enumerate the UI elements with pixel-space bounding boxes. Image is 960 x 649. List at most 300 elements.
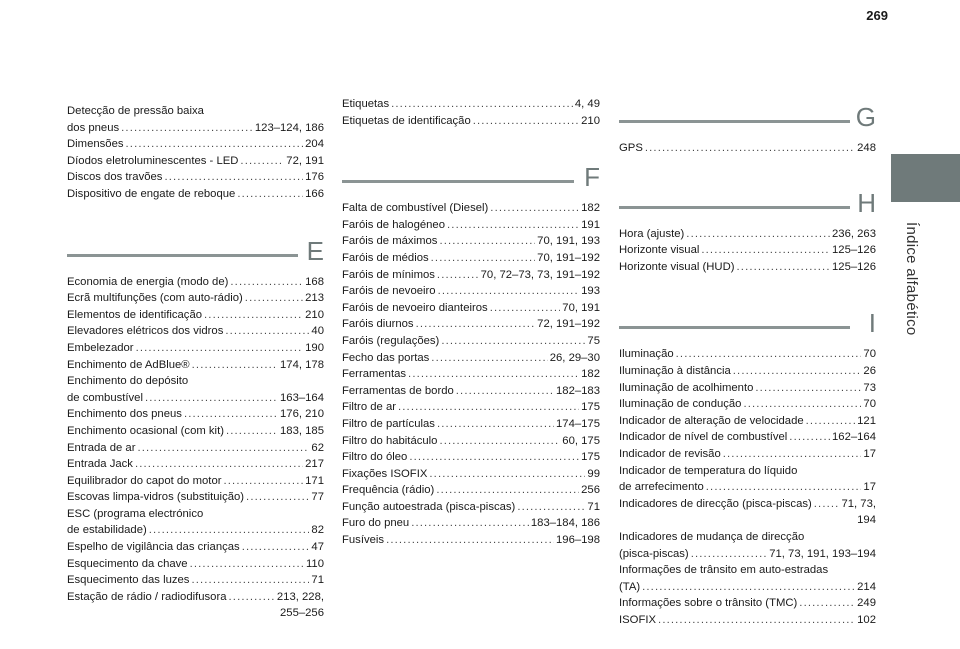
- entry-line: [619, 346, 876, 363]
- entry-pages: 217: [305, 458, 324, 471]
- entry-line: [342, 515, 600, 532]
- dot-leader: [431, 250, 536, 267]
- entry-pages: 72, 191: [286, 154, 324, 167]
- entry-line: [619, 595, 876, 612]
- index-column-3: [619, 96, 876, 628]
- entry-pages: 196–198: [556, 534, 600, 547]
- entry-line: [67, 456, 324, 473]
- entry-text-line: Enchimento do depósito: [67, 375, 189, 388]
- dot-leader: [191, 572, 309, 589]
- dot-leader: [408, 366, 579, 383]
- entry-pages: 191: [581, 218, 600, 231]
- entry-term: Etiquetas de identificação: [342, 114, 471, 127]
- index-entry: [342, 113, 600, 130]
- index-entry: [67, 186, 324, 203]
- index-entry: [342, 383, 600, 400]
- entry-pages: 40: [311, 325, 324, 338]
- entry-term: Estação de rádio / radiodifusora: [67, 590, 227, 603]
- index-entry: [67, 323, 324, 340]
- dot-leader: [245, 290, 303, 307]
- entry-line: [342, 316, 600, 333]
- entry-term: Iluminação de acolhimento: [619, 381, 754, 394]
- entry-line: [342, 350, 600, 367]
- entry-line: [342, 383, 600, 400]
- entry-line: [67, 120, 324, 137]
- index-entry: [342, 300, 600, 317]
- entry-line: [342, 283, 600, 300]
- entry-pages: 248: [857, 142, 876, 154]
- entry-term: Esquecimento das luzes: [67, 574, 190, 587]
- entry-term: Dispositivo de engate de reboque: [67, 187, 236, 200]
- entry-line: [619, 259, 876, 276]
- index-entry: [619, 429, 876, 446]
- section-letter: I: [868, 308, 876, 339]
- entry-term: Função autoestrada (pisca-piscas): [342, 500, 516, 513]
- entry-pages: 193: [581, 285, 600, 298]
- entry-pages: 60, 175: [562, 434, 600, 447]
- entry-pages: 71: [587, 500, 600, 513]
- entry-pages: 70, 191: [562, 301, 600, 314]
- section-letter: E: [306, 235, 324, 266]
- section-header-f: [342, 156, 600, 200]
- dot-leader: [447, 217, 579, 234]
- entry-term: Fusíveis: [342, 534, 385, 547]
- index-entry: [67, 489, 324, 506]
- dot-leader: [701, 242, 830, 259]
- entry-line: [619, 140, 876, 157]
- index-entry: [67, 423, 324, 440]
- dot-leader: [126, 136, 304, 153]
- index-column-2: [342, 96, 600, 549]
- entry-text-line: Informações de trânsito em auto-estradas: [619, 564, 829, 577]
- dot-leader: [192, 357, 278, 374]
- entry-line: [67, 589, 324, 606]
- entry-pages: 70, 191, 193: [537, 235, 600, 248]
- entry-pages: 166: [305, 187, 324, 200]
- entry-term: Enchimento ocasional (com kit): [67, 424, 224, 437]
- entry-text-line: Indicadores de mudança de direcção: [619, 530, 805, 543]
- dot-leader: [136, 340, 304, 357]
- section-rule: [619, 326, 850, 329]
- entry-term: Embelezador: [67, 341, 134, 354]
- entry-term: Iluminação à distância: [619, 364, 731, 377]
- entry-line: [619, 446, 876, 463]
- index-tab-marker: [891, 154, 960, 202]
- entry-pages: 214: [857, 580, 876, 593]
- index-entry: [342, 250, 600, 267]
- entry-pages: 26, 29–30: [549, 351, 600, 364]
- entry-pages: 175: [581, 401, 600, 414]
- entry-pages: 213, 228,: [276, 590, 324, 603]
- entry-line: [342, 96, 600, 113]
- section-letter: F: [584, 162, 600, 193]
- entry-pages: 168: [305, 275, 324, 288]
- index-entry: [619, 463, 876, 496]
- entry-pages: 70, 72–73, 73, 191–192: [480, 268, 600, 281]
- dot-leader: [135, 456, 303, 473]
- index-entry: [619, 496, 876, 529]
- index-entry: [342, 449, 600, 466]
- dot-leader: [204, 307, 303, 324]
- side-section-label: Índice alfabético: [903, 222, 920, 336]
- entry-line: [67, 169, 324, 186]
- entry-line: [619, 546, 876, 563]
- dot-leader: [456, 383, 554, 400]
- entry-pages: 71: [311, 574, 324, 587]
- index-entry: [619, 346, 876, 363]
- entry-pages: 71, 73,: [841, 497, 876, 510]
- entry-pages: 174–175: [556, 417, 600, 430]
- entry-text-line: Indicador de temperatura do líquido: [619, 464, 798, 477]
- index-entry: [67, 539, 324, 556]
- index-entry: [67, 290, 324, 307]
- dot-leader: [490, 300, 561, 317]
- entry-term: Equilibrador do capot do motor: [67, 474, 222, 487]
- dot-leader: [441, 333, 585, 350]
- entry-term: Faróis de médios: [342, 251, 429, 264]
- index-entry: [342, 499, 600, 516]
- index-entry: [342, 366, 600, 383]
- index-entry: [342, 217, 600, 234]
- section-header-g: [619, 96, 876, 140]
- dot-leader: [438, 283, 580, 300]
- entry-term: ISOFIX: [619, 613, 657, 626]
- entry-line: [67, 153, 324, 170]
- dot-leader: [184, 406, 278, 423]
- entry-pages: 70: [863, 348, 876, 361]
- entry-term: Hora (ajuste): [619, 227, 685, 240]
- dot-leader: [743, 396, 861, 413]
- index-entry: [67, 136, 324, 153]
- entry-term: Ferramentas: [342, 368, 407, 381]
- entry-term: Filtro de partículas: [342, 417, 435, 430]
- entry-term: Faróis de halogéneo: [342, 218, 446, 231]
- entry-term: Indicador de revisão: [619, 447, 721, 460]
- entry-term: (pisca-piscas): [619, 547, 689, 560]
- entry-term: Falta de combustível (Diesel): [342, 202, 489, 215]
- dot-leader: [490, 200, 579, 217]
- index-entry: [619, 226, 876, 243]
- entry-line: [619, 429, 876, 446]
- index-entry: [342, 515, 600, 532]
- entry-line: [619, 396, 876, 413]
- entry-pages: 249: [857, 597, 876, 610]
- dot-leader: [240, 153, 284, 170]
- entry-term: de estabilidade): [67, 524, 147, 537]
- dot-leader: [386, 532, 554, 549]
- entry-pages: 82: [311, 524, 324, 537]
- index-entry: [342, 416, 600, 433]
- section-rule: [67, 254, 298, 257]
- entry-term: Filtro do óleo: [342, 451, 408, 464]
- index-entry: [67, 572, 324, 589]
- entry-pages: 121: [857, 414, 876, 427]
- entry-line: [342, 532, 600, 549]
- entry-line: [342, 399, 600, 416]
- entry-line: [342, 333, 600, 350]
- index-entry: [342, 333, 600, 350]
- entry-line: [67, 522, 324, 539]
- dot-leader: [473, 113, 579, 130]
- entry-pages-continued: 194: [857, 514, 876, 527]
- dot-leader: [121, 120, 253, 137]
- dot-leader: [686, 226, 830, 243]
- dot-leader: [411, 515, 529, 532]
- dot-leader: [814, 496, 840, 513]
- entry-term: Indicadores de direcção (pisca-piscas): [619, 497, 812, 510]
- entry-term: Elevadores elétricos dos vidros: [67, 325, 224, 338]
- index-entry: [619, 259, 876, 276]
- entry-term: Espelho de vigilância das crianças: [67, 541, 240, 554]
- dot-leader: [737, 259, 831, 276]
- entry-pages: 210: [305, 308, 324, 321]
- entry-pages: 99: [587, 467, 600, 480]
- index-entry: [619, 562, 876, 595]
- index-entry: [342, 532, 600, 549]
- entry-line: [67, 307, 324, 324]
- entry-pages: 256: [581, 484, 600, 497]
- entry-text-line: Detecção de pressão baixa: [67, 105, 204, 117]
- entry-term: Filtro do habitáculo: [342, 434, 438, 447]
- entry-pages: 236, 263: [832, 227, 876, 240]
- dot-leader: [230, 274, 303, 291]
- dot-leader: [439, 433, 560, 450]
- entry-line: [619, 479, 876, 496]
- entry-line: [342, 482, 600, 499]
- index-entry: [67, 373, 324, 406]
- entry-term: Fecho das portas: [342, 351, 430, 364]
- entry-list: [67, 274, 324, 622]
- entry-term: Faróis de nevoeiro: [342, 285, 436, 298]
- entry-line: [67, 539, 324, 556]
- entry-line: [619, 226, 876, 243]
- entry-term: Frequência (rádio): [342, 484, 435, 497]
- dot-leader: [409, 449, 579, 466]
- entry-line: [67, 390, 324, 407]
- entry-line: [619, 413, 876, 430]
- entry-pages: 183–184, 186: [530, 517, 600, 530]
- index-entry: [67, 153, 324, 170]
- entry-pages: 162–164: [832, 431, 876, 444]
- entry-term: Informações sobre o trânsito (TMC): [619, 597, 798, 610]
- index-entry: [342, 283, 600, 300]
- entry-pages: 190: [305, 341, 324, 354]
- dot-leader: [242, 539, 310, 556]
- dot-leader: [149, 522, 310, 539]
- dot-leader: [658, 612, 855, 629]
- entry-term: Esquecimento da chave: [67, 557, 188, 570]
- section-rule: [619, 206, 850, 209]
- index-entry: [67, 340, 324, 357]
- entry-pages: 213: [305, 292, 324, 305]
- entry-pages: 182: [581, 202, 600, 215]
- index-entry: [342, 482, 600, 499]
- dot-leader: [642, 579, 855, 596]
- index-entry: [619, 242, 876, 259]
- dot-leader: [706, 479, 862, 496]
- index-entry: [67, 406, 324, 423]
- dot-leader: [799, 595, 855, 612]
- entry-term: (TA): [619, 580, 641, 593]
- dot-leader: [431, 350, 547, 367]
- index-entry: [67, 307, 324, 324]
- dot-leader: [391, 96, 573, 113]
- entry-line: [67, 556, 324, 573]
- entry-term: Enchimento de AdBlue®: [67, 358, 190, 371]
- entry-term: Ecrã multifunções (com auto-rádio): [67, 292, 243, 305]
- index-entry: [67, 473, 324, 490]
- dot-leader: [437, 416, 554, 433]
- entry-line: [342, 466, 600, 483]
- index-entry: [619, 413, 876, 430]
- entry-term: Dimensões: [67, 138, 124, 151]
- dot-leader: [755, 380, 861, 397]
- index-entry: [619, 446, 876, 463]
- entry-list: [619, 140, 876, 157]
- index-entry: [342, 316, 600, 333]
- entry-term: Iluminação de condução: [619, 398, 742, 411]
- index-entry: [342, 399, 600, 416]
- entry-pages: 110: [305, 557, 324, 570]
- entry-line: [67, 323, 324, 340]
- entry-pages: 171: [305, 474, 324, 487]
- entry-line: [619, 242, 876, 259]
- dot-leader: [691, 546, 768, 563]
- entry-line: [342, 449, 600, 466]
- index-entry: [342, 267, 600, 284]
- index-entry: [619, 529, 876, 562]
- entry-term: Escovas limpa-vidros (substituição): [67, 491, 245, 504]
- entry-pages: 204: [305, 138, 324, 151]
- dot-leader: [429, 466, 585, 483]
- section-rule: [619, 120, 850, 123]
- entry-term: Faróis (regulações): [342, 334, 440, 347]
- entry-line: [67, 340, 324, 357]
- entry-term: Horizonte visual: [619, 244, 700, 257]
- entry-line: [619, 380, 876, 397]
- entry-pages: 62: [311, 441, 324, 454]
- entry-term: de arrefecimento: [619, 481, 704, 494]
- section-header-h: [619, 182, 876, 226]
- entry-list: [67, 103, 324, 203]
- entry-line: [67, 423, 324, 440]
- entry-pages: 70, 191–192: [537, 251, 600, 264]
- entry-line: [342, 113, 600, 130]
- dot-leader: [806, 413, 855, 430]
- entry-line: [619, 363, 876, 380]
- entry-term: Horizonte visual (HUD): [619, 260, 735, 273]
- index-entry: [67, 456, 324, 473]
- entry-list: [342, 200, 600, 548]
- entry-line: [342, 217, 600, 234]
- dot-leader: [439, 233, 535, 250]
- entry-term: Etiquetas: [342, 98, 390, 110]
- index-entry: [342, 433, 600, 450]
- entry-term: Discos dos travões: [67, 171, 163, 184]
- dot-leader: [246, 489, 309, 506]
- entry-term: Faróis de nevoeiro dianteiros: [342, 301, 488, 314]
- dot-leader: [398, 399, 579, 416]
- index-entry: [67, 556, 324, 573]
- entry-pages: 182–183: [556, 384, 600, 397]
- index-entry: [619, 396, 876, 413]
- entry-term: dos pneus: [67, 121, 120, 134]
- entry-text-line: ESC (programa electrónico: [67, 507, 204, 520]
- entry-pages: 174, 178: [280, 358, 324, 371]
- entry-line: [67, 440, 324, 457]
- section-letter: G: [855, 102, 876, 132]
- entry-line: [342, 300, 600, 317]
- dot-leader: [137, 440, 309, 457]
- section-letter: H: [857, 187, 876, 218]
- entry-pages: 102: [857, 613, 876, 626]
- entry-pages: 183, 185: [280, 424, 324, 437]
- entry-pages: 70: [863, 398, 876, 411]
- entry-line: [342, 433, 600, 450]
- entry-line: [67, 357, 324, 374]
- index-entry: [619, 140, 876, 157]
- entry-term: Furo do pneu: [342, 517, 410, 530]
- dot-leader: [229, 589, 275, 606]
- entry-pages: 175: [581, 451, 600, 464]
- entry-term: Indicador de alteração de velocidade: [619, 414, 804, 427]
- index-column-1: [67, 103, 324, 622]
- entry-pages: 73: [863, 381, 876, 394]
- dot-leader: [226, 423, 278, 440]
- dot-leader: [223, 473, 303, 490]
- entry-term: Filtro de ar: [342, 401, 396, 414]
- index-entry: [342, 96, 600, 113]
- entry-pages: 176: [305, 171, 324, 184]
- entry-line: [342, 200, 600, 217]
- index-entry: [619, 612, 876, 629]
- section-header-e: [67, 230, 324, 274]
- dot-leader: [676, 346, 862, 363]
- entry-list: [619, 226, 876, 276]
- entry-term: Iluminação: [619, 348, 674, 361]
- entry-term: Enchimento dos pneus: [67, 408, 182, 421]
- entry-pages: 176, 210: [280, 408, 324, 421]
- entry-list: [342, 96, 600, 129]
- index-entry: [342, 200, 600, 217]
- entry-line: [67, 136, 324, 153]
- entry-pages: 77: [311, 491, 324, 504]
- index-entry: [67, 274, 324, 291]
- dot-leader: [164, 169, 303, 186]
- entry-pages: 71, 73, 191, 193–194: [769, 547, 876, 560]
- entry-pages-continued: 255–256: [280, 607, 324, 620]
- entry-term: de combustível: [67, 391, 143, 404]
- entry-pages: 4, 49: [574, 98, 600, 110]
- entry-pages: 26: [863, 364, 876, 377]
- entry-pages: 47: [311, 541, 324, 554]
- entry-line: [342, 499, 600, 516]
- dot-leader: [733, 363, 862, 380]
- entry-term: Fixações ISOFIX: [342, 467, 428, 480]
- entry-pages: 123–124, 186: [254, 121, 324, 134]
- index-entry: [67, 440, 324, 457]
- entry-line: [67, 406, 324, 423]
- entry-pages: 17: [863, 481, 876, 494]
- index-entry: [67, 103, 324, 136]
- page-number: 269: [866, 8, 888, 23]
- entry-term: Ferramentas de bordo: [342, 384, 454, 397]
- entry-line: [342, 233, 600, 250]
- entry-term: Díodos eletroluminescentes - LED: [67, 154, 239, 167]
- entry-term: Economia de energia (modo de): [67, 275, 229, 288]
- entry-pages: 125–126: [832, 244, 876, 257]
- entry-list: [619, 346, 876, 628]
